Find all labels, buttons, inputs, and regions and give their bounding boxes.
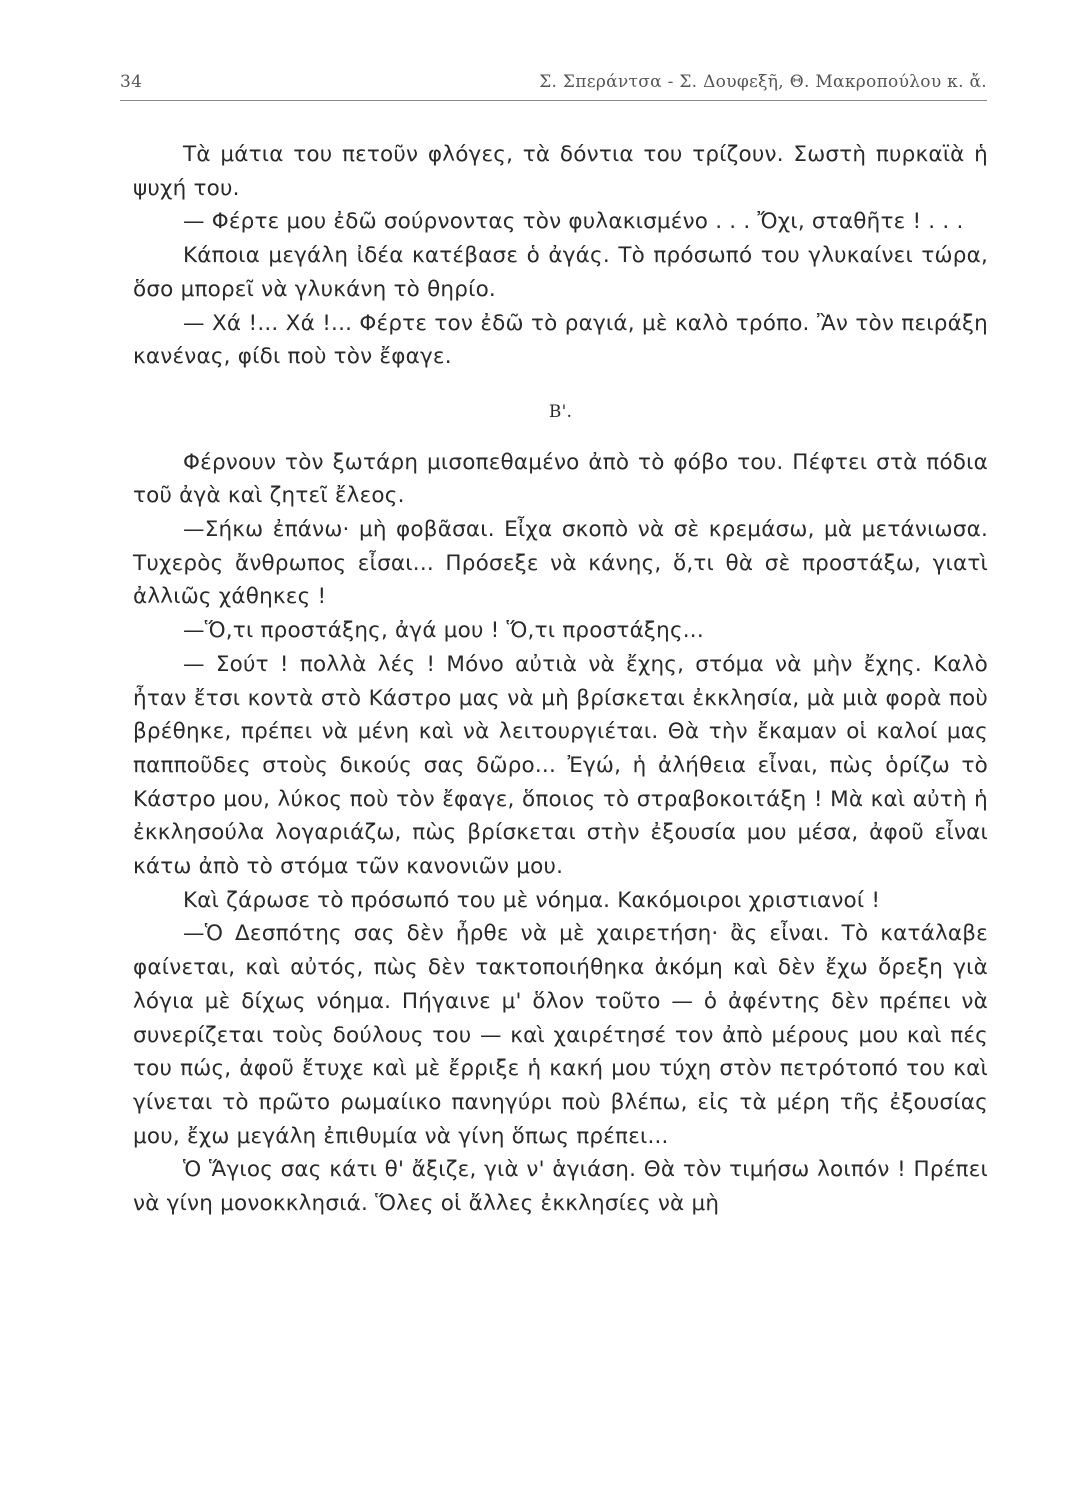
paragraph: Τὰ μάτια του πετοῦν φλόγες, τὰ δόντια του τρίζουν. Σωστὴ πυρκαϊὰ ἡ ψυχή του. — [133, 142, 988, 201]
paragraph: —Ὁ Δεσπότης σας δὲν ἦρθε νὰ μὲ χαιρετήση· ἂς εἶναι. Τὸ κατάλαβε φαίνεται, καὶ αὐτός, πὼς δὲν τακτοποιήθηκα ἀκόμη καὶ δὲν ἔχω ὄρεξη γιὰ λόγια μὲ δίχως νόημα. Πήγαινε μ' ὅλον τοῦτο — ὁ ἀφέντης δὲν πρέπει νὰ συνερίζεται τοὺς δούλους του — καὶ χαιρέτησέ τον ἀπὸ μέρους μου καὶ πές του πώς, ἀφοῦ ἔτυχε καὶ μὲ ἔρριξε ἡ κακή μου τύχη στὸν πετρότοπό του καὶ γίνεται τὸ πρῶτο ρωμαίικο πανηγύρι ποὺ βλέπω, εἰς τὰ μέρη τῆς ἐξουσίας μου, ἔχω μεγάλη ἐπιθυμία νὰ γίνη ὅπως πρέπει... — [133, 921, 988, 1149]
paragraph: Ὁ Ἅγιος σας κάτι θ' ἄξιζε, γιὰ ν' ἁγιάση. Θὰ τὸν τιμήσω λοιπόν ! Πρέπει νὰ γίνη μονοκκλησιά. Ὅλες οἱ ἄλλες ἐκκλησίες νὰ μὴ — [133, 1157, 988, 1217]
running-title: Σ. Σπεράντσα - Σ. Δουφεξῆ, Θ. Μακροπούλου κ. ἄ. — [539, 72, 987, 92]
paragraph: —Ὅ,τι προστάξης, ἀγά μου ! Ὅ,τι προστάξης... — [183, 618, 704, 644]
page-body — [133, 138, 988, 1221]
paragraph: Κάποια μεγάλη ἰδέα κατέβασε ὁ ἀγάς. Τὸ πρόσωπό του γλυκαίνει τώρα, ὅσο μπορεῖ νὰ γλυκάνη τὸ θηρίο. — [133, 243, 988, 302]
paragraph: Καὶ ζάρωσε τὸ πρόσωπό του μὲ νόημα. Κακόμοιροι χριστιανοί ! — [183, 887, 881, 913]
paragraph: — Σούτ ! πολλὰ λές ! Μόνο αὐτιὰ νὰ ἔχης, στόμα νὰ μὴν ἔχης. Καλὸ ἦταν ἔτσι κοντὰ στὸ Κάστρο μας νὰ μὴ βρίσκεται ἐκκλησία, μὰ μιὰ φορὰ ποὺ βρέθηκε, πρέπει νὰ μένη καὶ νὰ λειτουργιέται. Θὰ τὴν ἔκαμαν οἱ καλοί μας παπποῦδες στοὺς δικούς σας δῶρο... Ἐγώ, ἡ ἀλήθεια εἶναι, πὼς ὁρίζω τὸ Κάστρο μου, λύκος ποὺ τὸν ἔφαγε, ὅποιος τὸ στραβοκοιτάξη ! Μὰ καὶ αὐτὴ ἡ ἐκκλησούλα λογαριάζω, πὼς βρίσκεται στὴν ἐξουσία μου μέσα, ἀφοῦ εἶναι κάτω ἀπὸ τὸ στόμα τῶν κανονιῶν μου. — [133, 651, 988, 880]
page-number: 34 — [120, 72, 143, 92]
section-heading: Β'. — [548, 401, 573, 422]
paragraph: Φέρνουν τὸν ξωτάρη μισοπεθαμένο ἀπὸ τὸ φόβο του. Πέφτει στὰ πόδια τοῦ ἀγὰ καὶ ζητεῖ ἔλεος. — [133, 449, 988, 509]
paragraph: — Φέρτε μου ἐδῶ σούρνοντας τὸν φυλακισμένο . . . Ὄχι, σταθῆτε ! . . . — [183, 209, 964, 235]
page-header — [120, 66, 987, 101]
paragraph: — Χά !... Χά !... Φέρτε τον ἐδῶ τὸ ραγιά, μὲ καλὸ τρόπο. Ἂν τὸν πειράξη κανένας, φίδι ποὺ τὸν ἔφαγε. — [133, 310, 988, 370]
paragraph: —Σήκω ἐπάνω· μὴ φοβᾶσαι. Εἶχα σκοπὸ νὰ σὲ κρεμάσω, μὰ μετάνιωσα. Τυχερὸς ἄνθρωπος εἶσαι... Πρόσεξε νὰ κάνης, ὅ,τι θὰ σὲ προστάξω, γιατὶ ἀλλιῶς χάθηκες ! — [133, 517, 988, 610]
